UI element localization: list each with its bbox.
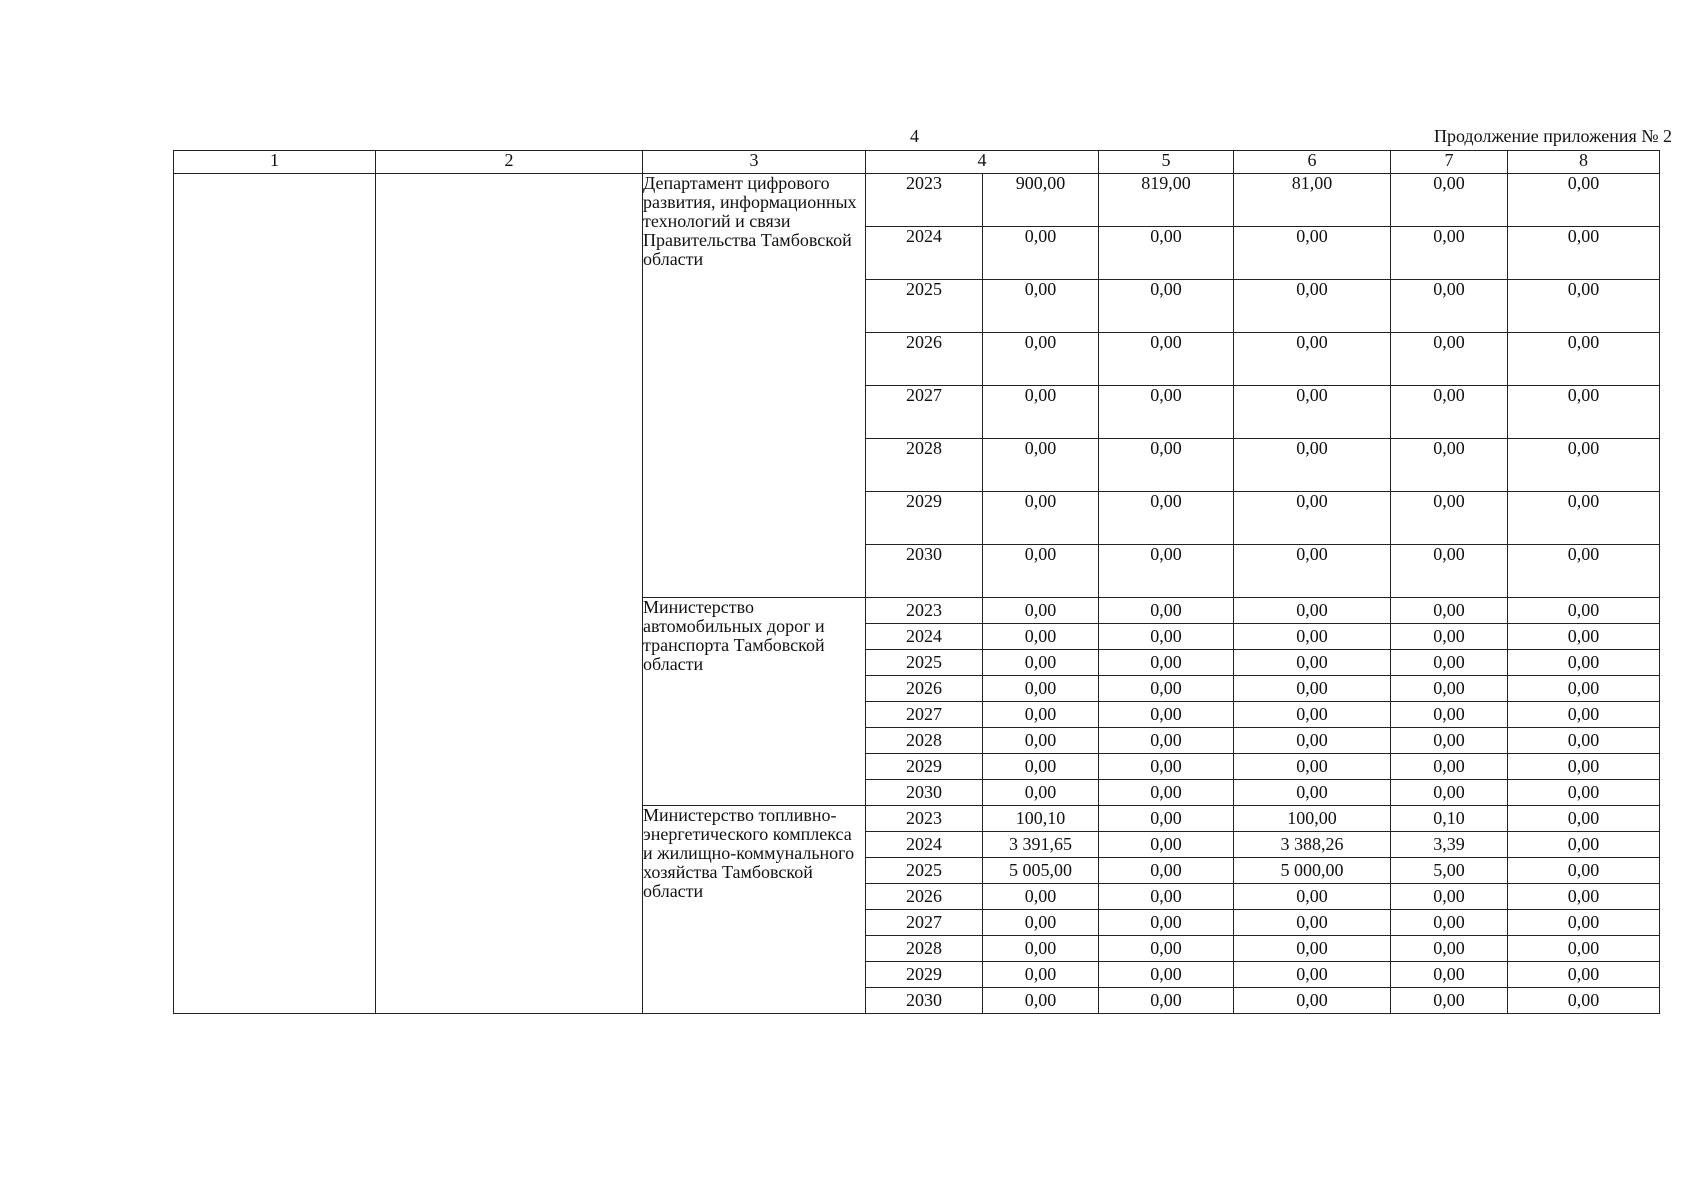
value-cell: 0,00 (1099, 728, 1234, 754)
value-cell: 0,00 (1234, 439, 1391, 492)
value-cell: 0,00 (1234, 728, 1391, 754)
header-cell: 6 (1234, 151, 1391, 174)
value-cell: 0,00 (1234, 676, 1391, 702)
value-cell: 3 388,26 (1234, 832, 1391, 858)
value-cell: 0,00 (983, 702, 1099, 728)
value-cell: 0,00 (1391, 545, 1508, 598)
year-cell: 2023 (866, 598, 983, 624)
value-cell: 0,00 (983, 754, 1099, 780)
value-cell: 0,00 (1099, 545, 1234, 598)
value-cell: 0,00 (1391, 650, 1508, 676)
header-cell: 7 (1391, 151, 1508, 174)
header-cell: 8 (1508, 151, 1660, 174)
col2-cell (376, 174, 643, 1014)
value-cell: 0,00 (1099, 806, 1234, 832)
value-cell: 0,00 (1234, 884, 1391, 910)
value-cell: 0,00 (1234, 754, 1391, 780)
value-cell: 0,00 (1508, 832, 1660, 858)
value-cell: 100,10 (983, 806, 1099, 832)
value-cell: 5 000,00 (1234, 858, 1391, 884)
value-cell: 0,00 (1099, 492, 1234, 545)
value-cell: 0,00 (1508, 676, 1660, 702)
value-cell: 0,00 (1391, 333, 1508, 386)
value-cell: 0,00 (1508, 806, 1660, 832)
value-cell: 81,00 (1234, 174, 1391, 227)
value-cell: 0,00 (1508, 624, 1660, 650)
year-cell: 2024 (866, 227, 983, 280)
year-cell: 2027 (866, 910, 983, 936)
value-cell: 0,00 (1391, 624, 1508, 650)
value-cell: 900,00 (983, 174, 1099, 227)
value-cell: 0,00 (983, 676, 1099, 702)
year-cell: 2028 (866, 439, 983, 492)
value-cell: 0,00 (1099, 650, 1234, 676)
value-cell: 0,00 (1099, 386, 1234, 439)
value-cell: 0,00 (983, 333, 1099, 386)
value-cell: 0,00 (1391, 598, 1508, 624)
value-cell: 0,00 (1391, 676, 1508, 702)
value-cell: 0,00 (1508, 910, 1660, 936)
continuation-label: Продолжение приложения № 2 (1433, 126, 1672, 146)
value-cell: 0,00 (983, 728, 1099, 754)
header-cell: 5 (1099, 151, 1234, 174)
value-cell: 0,00 (1508, 174, 1660, 227)
value-cell: 0,00 (1508, 962, 1660, 988)
value-cell: 0,00 (1391, 728, 1508, 754)
value-cell: 0,00 (1391, 439, 1508, 492)
value-cell: 0,00 (1099, 227, 1234, 280)
value-cell: 0,00 (1508, 884, 1660, 910)
value-cell: 0,00 (1391, 386, 1508, 439)
value-cell: 0,00 (983, 910, 1099, 936)
year-cell: 2029 (866, 492, 983, 545)
value-cell: 0,00 (1234, 702, 1391, 728)
value-cell: 0,10 (1391, 806, 1508, 832)
year-cell: 2023 (866, 806, 983, 832)
value-cell: 0,00 (1508, 333, 1660, 386)
value-cell: 3,39 (1391, 832, 1508, 858)
year-cell: 2027 (866, 702, 983, 728)
value-cell: 0,00 (1391, 702, 1508, 728)
value-cell: 0,00 (1099, 780, 1234, 806)
value-cell: 0,00 (1234, 910, 1391, 936)
value-cell: 0,00 (1508, 280, 1660, 333)
value-cell: 0,00 (1234, 624, 1391, 650)
value-cell: 0,00 (1508, 492, 1660, 545)
year-cell: 2027 (866, 386, 983, 439)
value-cell: 0,00 (1234, 988, 1391, 1014)
organization-cell: Департамент цифрового развития, информационных технологий и связи Правительства Тамбовской области (643, 174, 866, 598)
header-row (174, 151, 1660, 174)
value-cell: 0,00 (1099, 676, 1234, 702)
value-cell: 0,00 (1099, 598, 1234, 624)
value-cell: 0,00 (983, 780, 1099, 806)
value-cell: 0,00 (1508, 988, 1660, 1014)
value-cell: 0,00 (1234, 492, 1391, 545)
value-cell: 0,00 (1099, 988, 1234, 1014)
value-cell: 0,00 (983, 439, 1099, 492)
value-cell: 0,00 (1391, 280, 1508, 333)
value-cell: 0,00 (983, 386, 1099, 439)
value-cell: 100,00 (1234, 806, 1391, 832)
value-cell: 0,00 (983, 884, 1099, 910)
value-cell: 0,00 (983, 962, 1099, 988)
value-cell: 0,00 (983, 936, 1099, 962)
value-cell: 0,00 (1391, 754, 1508, 780)
value-cell: 0,00 (1234, 280, 1391, 333)
value-cell: 0,00 (1099, 702, 1234, 728)
value-cell: 5 005,00 (983, 858, 1099, 884)
value-cell: 0,00 (1099, 832, 1234, 858)
value-cell: 0,00 (983, 650, 1099, 676)
year-cell: 2029 (866, 962, 983, 988)
value-cell: 0,00 (1508, 545, 1660, 598)
value-cell: 0,00 (1391, 988, 1508, 1014)
value-cell: 0,00 (1099, 754, 1234, 780)
value-cell: 0,00 (1391, 492, 1508, 545)
value-cell: 0,00 (1508, 780, 1660, 806)
value-cell: 0,00 (983, 227, 1099, 280)
value-cell: 0,00 (1391, 884, 1508, 910)
organization-cell: Министерство автомобильных дорог и транспорта Тамбовской области (643, 598, 866, 806)
value-cell: 0,00 (1234, 650, 1391, 676)
value-cell: 0,00 (1099, 884, 1234, 910)
year-cell: 2023 (866, 174, 983, 227)
year-cell: 2026 (866, 333, 983, 386)
year-cell: 2026 (866, 676, 983, 702)
value-cell: 0,00 (1234, 386, 1391, 439)
value-cell: 0,00 (1099, 936, 1234, 962)
year-cell: 2024 (866, 832, 983, 858)
value-cell: 5,00 (1391, 858, 1508, 884)
value-cell: 0,00 (1234, 545, 1391, 598)
value-cell: 0,00 (983, 545, 1099, 598)
value-cell: 0,00 (1508, 858, 1660, 884)
value-cell: 3 391,65 (983, 832, 1099, 858)
value-cell: 0,00 (1099, 333, 1234, 386)
value-cell: 0,00 (1508, 386, 1660, 439)
header-cell: 2 (376, 151, 643, 174)
value-cell: 0,00 (983, 598, 1099, 624)
year-cell: 2028 (866, 936, 983, 962)
value-cell: 0,00 (1099, 280, 1234, 333)
year-cell: 2028 (866, 728, 983, 754)
value-cell: 0,00 (1391, 962, 1508, 988)
value-cell: 0,00 (1099, 624, 1234, 650)
value-cell: 0,00 (1234, 962, 1391, 988)
value-cell: 0,00 (983, 988, 1099, 1014)
value-cell: 0,00 (1391, 174, 1508, 227)
header-cell: 1 (174, 151, 376, 174)
value-cell: 0,00 (1234, 333, 1391, 386)
value-cell: 0,00 (1508, 227, 1660, 280)
value-cell: 0,00 (983, 492, 1099, 545)
financing-table (173, 150, 1660, 1014)
value-cell: 0,00 (1391, 936, 1508, 962)
value-cell: 0,00 (1099, 439, 1234, 492)
value-cell: 0,00 (983, 624, 1099, 650)
value-cell: 0,00 (1234, 227, 1391, 280)
value-cell: 0,00 (1508, 598, 1660, 624)
value-cell: 0,00 (1234, 780, 1391, 806)
value-cell: 0,00 (1099, 910, 1234, 936)
year-cell: 2030 (866, 545, 983, 598)
year-cell: 2025 (866, 858, 983, 884)
value-cell: 0,00 (1234, 598, 1391, 624)
col1-cell (174, 174, 376, 1014)
value-cell: 0,00 (1508, 754, 1660, 780)
year-cell: 2029 (866, 754, 983, 780)
value-cell: 0,00 (1508, 439, 1660, 492)
header-cell: 4 (866, 151, 1099, 174)
page-number: 4 (910, 126, 919, 146)
value-cell: 0,00 (1508, 650, 1660, 676)
value-cell: 0,00 (1391, 780, 1508, 806)
value-cell: 0,00 (1508, 728, 1660, 754)
organization-cell: Министерство топливно-энергетического комплекса и жилищно-коммунального хозяйства Тамбовской области (643, 806, 866, 1014)
value-cell: 0,00 (983, 280, 1099, 333)
table-row (174, 174, 1660, 227)
value-cell: 0,00 (1099, 962, 1234, 988)
value-cell: 819,00 (1099, 174, 1234, 227)
value-cell: 0,00 (1099, 858, 1234, 884)
value-cell: 0,00 (1234, 936, 1391, 962)
header-cell: 3 (643, 151, 866, 174)
year-cell: 2030 (866, 988, 983, 1014)
value-cell: 0,00 (1508, 702, 1660, 728)
year-cell: 2025 (866, 650, 983, 676)
year-cell: 2025 (866, 280, 983, 333)
year-cell: 2024 (866, 624, 983, 650)
value-cell: 0,00 (1508, 936, 1660, 962)
value-cell: 0,00 (1391, 227, 1508, 280)
year-cell: 2030 (866, 780, 983, 806)
value-cell: 0,00 (1391, 910, 1508, 936)
year-cell: 2026 (866, 884, 983, 910)
